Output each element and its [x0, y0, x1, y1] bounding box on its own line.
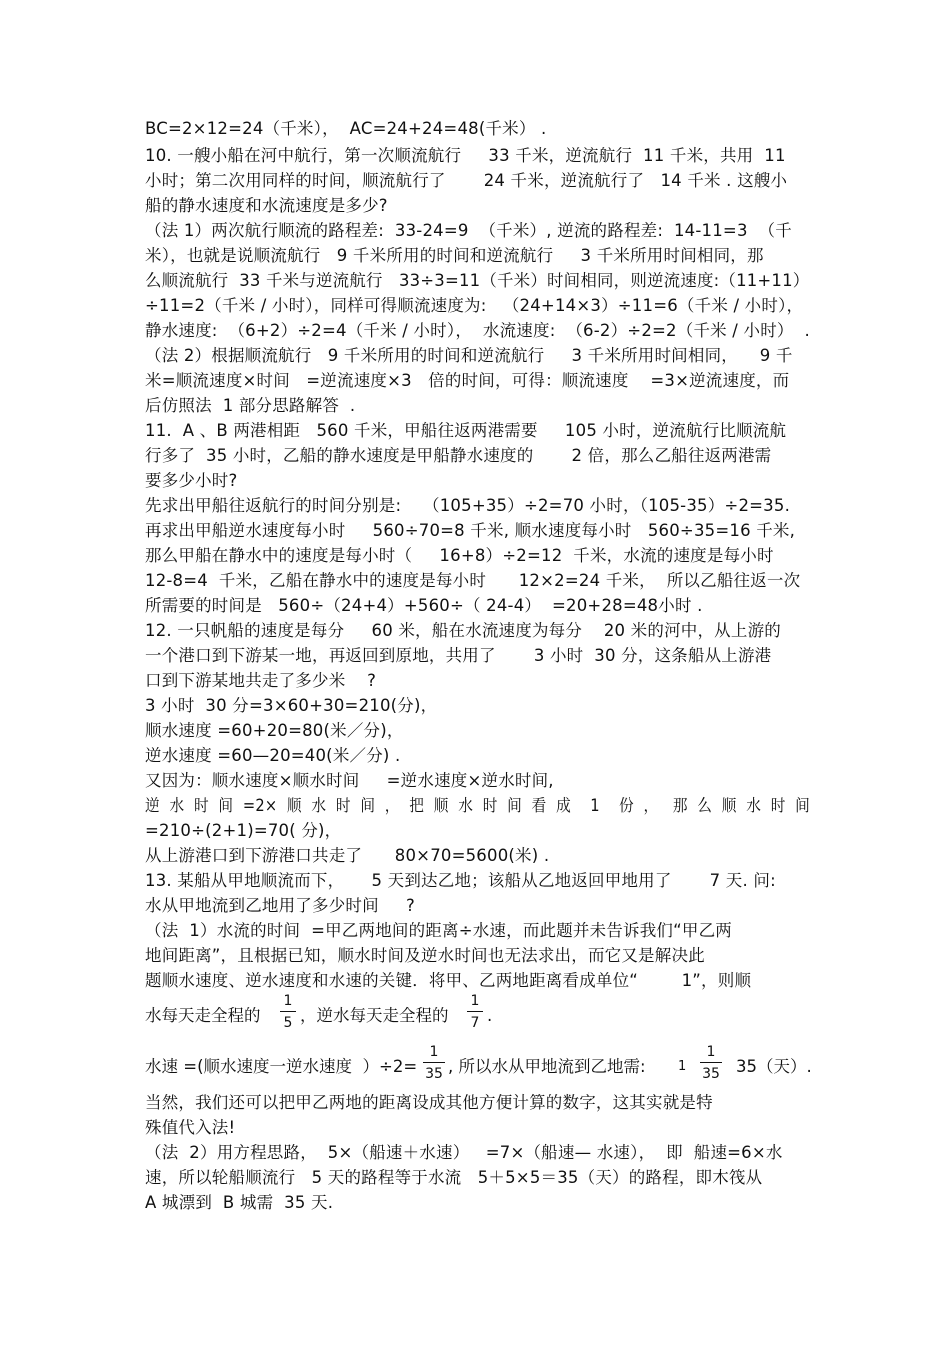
text-line: BC=2×12=24（千米）， AC=24+24=48(千米） .	[145, 119, 547, 138]
mixed-number-whole: 1	[678, 1059, 687, 1074]
text-line: （法 2）根据顺流航行 9 千米所用的时间和逆流航行 3 千米所用时间相同， 9 千	[145, 346, 793, 365]
text-line: 后仿照法 1 部分思路解答 .	[145, 396, 356, 415]
text-line: 又因为：顺水速度×顺水时间 =逆水速度×逆水时间,	[145, 771, 554, 790]
text-line: 静水速度: （6+2）÷2=4（千米 / 小时）， 水流速度: （6-2）÷2=2（千米 / 小时） .	[145, 321, 810, 340]
text-line: 顺水速度 =60+20=80(米／分)，	[145, 721, 404, 740]
text-line: 先求出甲船往返航行的时间分别是: （105+35）÷2=70 小时，（105-35）÷2=35.	[145, 496, 791, 515]
text-line: 船的静水速度和水流速度是多少?	[145, 196, 388, 215]
text-line: （法 1）水流的时间 =甲乙两地间的距离÷水速，而此题并未告诉我们“甲乙两	[145, 921, 732, 940]
text-line: 地间距离”，且根据已知，顺水时间及逆水时间也无法求出，而它又是解决此	[145, 946, 705, 965]
text-line: 逆 水 时 间 =2× 顺 水 时 间 ， 把 顺 水 时 间 看 成 1 份 ， 那 么 顺 水 时 间	[145, 796, 811, 815]
text-line: 35（天）.	[736, 1057, 812, 1076]
fraction-one-seventh: 1 7	[467, 993, 483, 1031]
text-line: 口到下游某地共走了多少米 ?	[145, 671, 377, 690]
problem-10-statement: 10. 一艘小船在河中航行，第一次顺流航行 33 千米，逆流航行 11 千米，共用 11	[145, 146, 786, 165]
text-line: 当然，我们还可以把甲乙两地的距离设成其他方便计算的数字，这其实就是特	[145, 1093, 713, 1112]
text-line: 水从甲地流到乙地用了多少时间 ?	[145, 896, 415, 915]
text-line: 12-8=4 千米，乙船在静水中的速度是每小时 12×2=24 千米， 所以乙船往返一次	[145, 571, 801, 590]
fraction-one-thirty-fifth: 1 35	[423, 1044, 445, 1082]
text-line: 水每天走全程的	[145, 1006, 261, 1025]
text-line: , 所以水从甲地流到乙地需:	[448, 1057, 646, 1076]
text-line: 水速 =(顺水速度一逆水速度 ）÷2=	[145, 1057, 418, 1076]
problem-13-statement: 13. 某船从甲地顺流而下， 5 天到达乙地；该船从乙地返回甲地用了 7 天. 问:	[145, 871, 776, 890]
text-line: 么顺流航行 33 千米与逆流航行 33÷3=11（千米）时间相同，则逆流速度:（11+11）	[145, 271, 810, 290]
text-line: （法 2）用方程思路， 5×（船速＋水速） =7×（船速— 水速）， 即 船速=6×水	[145, 1143, 783, 1162]
text-line: 小时；第二次用同样的时间，顺流航行了 24 千米，逆流航行了 14 千米 . 这艘小	[145, 171, 788, 190]
text-line: 一个港口到下游某一地，再返回到原地，共用了 3 小时 30 分，这条船从上游港	[145, 646, 772, 665]
text-line: 3 小时 30 分=3×60+30=210(分)，	[145, 696, 438, 715]
text-line: =210÷(2+1)=70( 分)，	[145, 821, 342, 840]
text-line: 要多少小时?	[145, 471, 238, 490]
text-line: 速，所以轮船顺流行 5 天的路程等于水流 5＋5×5＝35（天）的路程，即木筏从	[145, 1168, 763, 1187]
problem-12-statement: 12. 一只帆船的速度是每分 60 米，船在水流速度为每分 20 米的河中，从上游的	[145, 621, 781, 640]
text-line: 再求出甲船逆水速度每小时 560÷70=8 千米, 顺水速度每小时 560÷35=16 千米,	[145, 521, 796, 540]
text-line: 从上游港口到下游港口共走了 80×70=5600(米) .	[145, 846, 550, 865]
text-line: 行多了 35 小时，乙船的静水速度是甲船静水速度的 2 倍，那么乙船往返两港需	[145, 446, 772, 465]
text-line: 逆水速度 =60—20=40(米／分) .	[145, 746, 401, 765]
text-line: 米），也就是说顺流航行 9 千米所用的时间和逆流航行 3 千米所用时间相同，那	[145, 246, 764, 265]
fraction-one-fifth: 1 5	[280, 993, 296, 1031]
text-line: 所需要的时间是 560÷（24+4）+560÷（ 24-4） =20+28=48小时 .	[145, 596, 703, 615]
text-line: ，逆水每天走全程的	[300, 1006, 449, 1025]
fraction-one-thirty-fifth: 1 35	[700, 1044, 722, 1082]
text-line: 题顺水速度、逆水速度和水速的关键．将甲、乙两地距离看成单位“ 1”，则顺	[145, 971, 752, 990]
text-line: （法 1）两次航行顺流的路程差: 33-24=9 （千米）, 逆流的路程差: 14-11=3 （千	[145, 221, 792, 240]
text-line: 那么甲船在静水中的速度是每小时（ 16+8）÷2=12 千米，水流的速度是每小时	[145, 546, 774, 565]
text-line: A 城漂到 B 城需 35 天.	[145, 1193, 334, 1212]
problem-11-statement: 11. A 、B 两港相距 560 千米，甲船往返两港需要 105 小时，逆流航行比顺流航	[145, 421, 787, 440]
text-line: .	[487, 1006, 493, 1025]
text-line: 殊值代入法!	[145, 1118, 236, 1137]
text-line: 米=顺流速度×时间 =逆流速度×3 倍的时间，可得：顺流速度 =3×逆流速度，而	[145, 371, 790, 390]
text-line: ÷11=2（千米 / 小时），同样可得顺流速度为: （24+14×3）÷11=6（千米 / 小时），	[145, 296, 804, 315]
